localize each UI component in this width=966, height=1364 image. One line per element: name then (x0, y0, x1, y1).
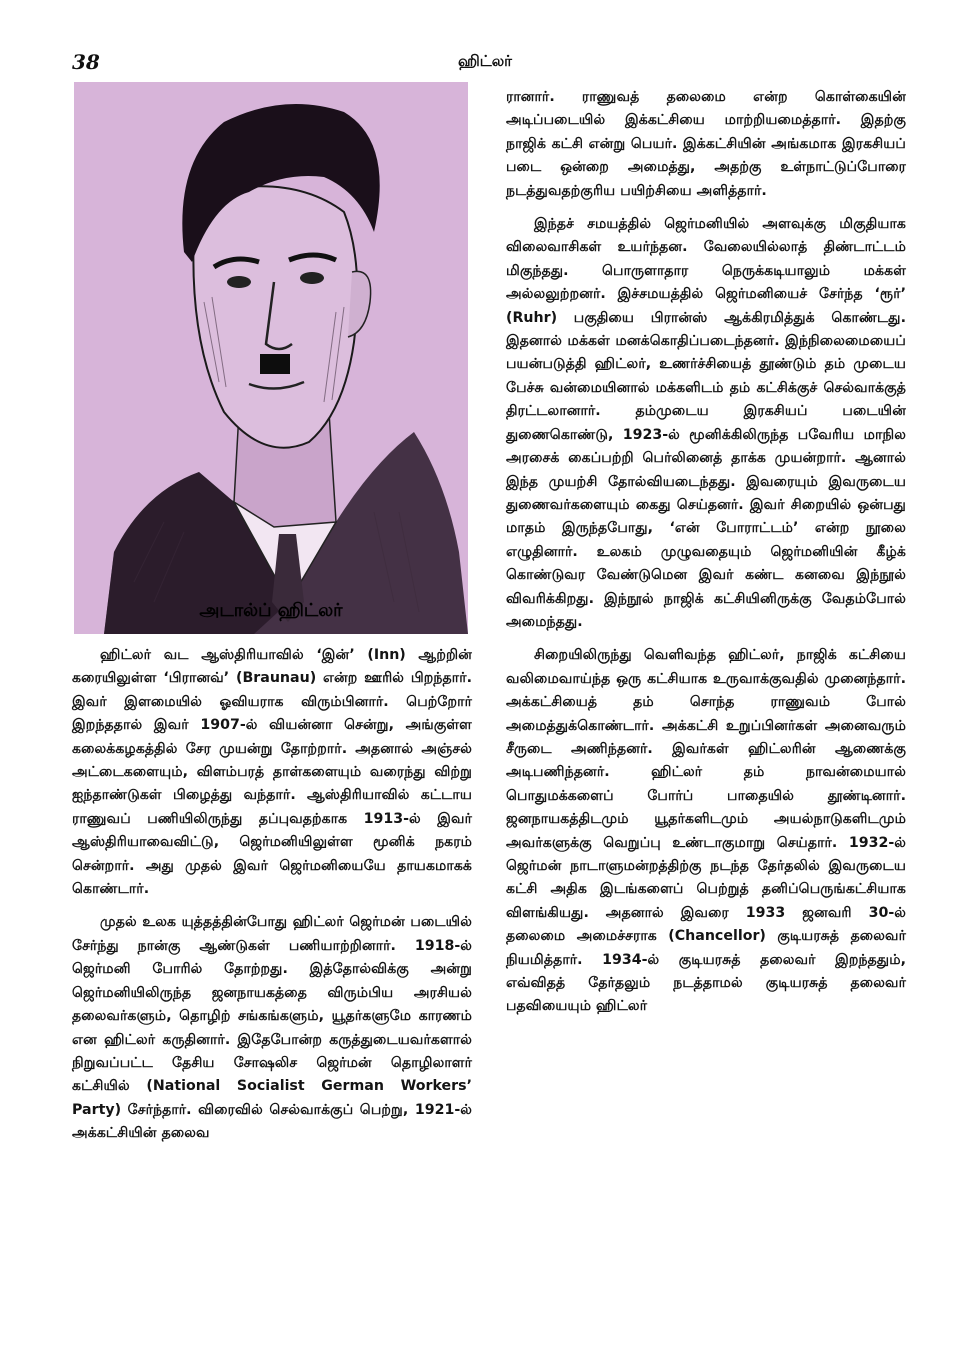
page-number: 38 (72, 50, 100, 74)
portrait-sketch (74, 82, 468, 634)
paragraph: முதல் உலக யுத்தத்தின்போது ஹிட்லர் ஜெர்மன் படையில் சேர்ந்து நான்கு ஆண்டுகள் பணியாற்றினார். 1918-ல் ஜெர்மனி போரில் தோற்றது. இத்தோல்விக்கு அன்று ஜெர்மனியிலிருந்த ஜனநாயகத்தை விரும்பிய அரசியல் தலைவர்களும், தொழிற் சங்கங்களும், யூதர்களுமே காரணம் என ஹிட்லர் கருதினார். இதேபோன்ற கருத்துடையவர்களால் நிறுவப்பட்ட தேசிய சோஷலிச ஜெர்மன் தொழிலாளர் கட்சியில் (National Socialist German Workers’ Party) சேர்ந்தார். விரைவில் செல்வாக்குப் பெற்று, 1921-ல் அக்கட்சியின் தலைவ (72, 914, 472, 1142)
right-column (506, 86, 906, 1029)
paragraph: ரானார். ராணுவத் தலைமை என்ற கொள்கையின் அடிப்படையில் இக்கட்சியை மாற்றியமைத்தார். இதற்கு நாஜிக் கட்சி என்று பெயர். இக்கட்சியின் அங்கமாக இரகசியப் படை ஒன்றை அமைத்து, அதற்கு உள்நாட்டுப்போரை நடத்துவதற்குரிய பயிற்சியை அளித்தார். (506, 89, 906, 199)
paragraph: ஹிட்லர் வட ஆஸ்திரியாவில் ‘இன்’ (Inn) ஆற்றின் கரையிலுள்ள ‘பிரானவ்’ (Braunau) என்ற ஊரில் பிறந்தார். இவர் இளமையில் ஓவியராக விரும்பினார். பெற்றோர் இறந்ததால் இவர் 1907-ல் வியன்னா சென்று, அங்குள்ள கலைக்கழகத்தில் சேர முயன்று தோற்றார். அதனால் அஞ்சல் அட்டைகளையும், விளம்பரத் தாள்களையும் வரைந்து விற்று ஐந்தாண்டுகள் பிழைத்து வந்தார். ஆஸ்திரியாவில் கட்டாய ராணுவப் பணியிலிருந்து தப்புவதற்காக 1913-ல் இவர் ஆஸ்திரியாவைவிட்டு, ஜெர்மனியிலுள்ள மூனிக் நகரம் சென்றார். அது முதல் இவர் ஜெர்மனியையே தாயகமாகக் கொண்டார். (72, 647, 472, 898)
running-header: ஹிட்லர் (458, 52, 512, 70)
paragraph: இந்தச் சமயத்தில் ஜெர்மனியில் அளவுக்கு மிகுதியாக விலைவாசிகள் உயர்ந்தன. வேலையில்லாத் திண்டாட்டம் மிகுந்தது. பொருளாதார நெருக்கடியாலும் மக்கள் அல்லலுற்றனர். இச்சமயத்தில் ஜெர்மனியைச் சேர்ந்த ‘ரூர்’ (Ruhr) பகுதியை பிரான்ஸ் ஆக்கிரமித்துக் கொண்டது. இதனால் மக்கள் மனக்கொதிப்படைந்தனர். இந்நிலைமையைப் பயன்படுத்தி ஹிட்லர், உணர்ச்சியைத் தூண்டும் தம் முடைய பேச்சு வன்மையினால் மக்களிடம் தம் கட்சிக்குச் செல்வாக்குத் திரட்டலானார். தம்முடைய இரகசியப் படையின் துணைகொண்டு, 1923-ல் மூனிக்கிலிருந்த பவேரிய மாநில அரசைக் கைப்பற்றி பெர்லினைத் தாக்க முயன்றார். ஆனால் இந்த முயற்சி தோல்வியடைந்தது. இவரையும் இவருடைய துணைவர்களையும் கைது செய்தனர். இவர் சிறையில் ஒன்பது மாதம் இருந்தபோது, ‘என் போராட்டம்’ என்ற நூலை எழுதினார். உலகம் முழுவதையும் ஜெர்மனியின் கீழ்க் கொண்டுவர வேண்டுமென இவர் கண்ட கனவை இந்நூல் விவரிக்கிறது. இந்நூல் நாஜிக் கட்சியினிருக்கு வேதம்போல் அமைந்தது. (506, 216, 906, 630)
figure-caption: அடால்ப் ஹிட்லர் (199, 600, 343, 621)
portrait-illustration (74, 82, 468, 634)
left-column (72, 644, 472, 1156)
paragraph: சிறையிலிருந்து வெளிவந்த ஹிட்லர், நாஜிக் கட்சியை வலிமைவாய்ந்த ஒரு கட்சியாக உருவாக்குவதில் முனைந்தார். அக்கட்சியைத் தம் சொந்த ராணுவம் போல் அமைத்துக்கொண்டார். அக்கட்சி உறுப்பினர்கள் அனைவரும் சீருடை அணிந்தனர். இவர்கள் ஹிட்லரின் ஆணைக்கு அடிபணிந்தனர். ஹிட்லர் தம் நாவன்மையால் பொதுமக்களைப் போர்ப் பாதையில் தூண்டினார். ஜனநாயகத்திடமும் யூதர்களிடமும் அயல்நாடுகளிடமும் அவர்களுக்கு வெறுப்பு உண்டாகுமாறு செய்தார். 1932-ல் ஜெர்மன் நாடாளுமன்றத்திற்கு நடந்த தேர்தலில் இவருடைய கட்சி அதிக இடங்களைப் பெற்றுத் தனிப்பெருங்கட்சியாக விளங்கியது. அதனால் இவரை 1933 ஜனவரி 30-ல் தலைமை அமைச்சராக (Chancellor) குடியரசுத் தலைவர் நியமித்தார். 1934-ல் குடியரசுத் தலைவர் இறந்ததும், எவ்விதத் தேர்தலும் நடத்தாமல் குடியரசுத் தலைவர் பதவியையும் ஹிட்லர் (506, 647, 906, 1015)
